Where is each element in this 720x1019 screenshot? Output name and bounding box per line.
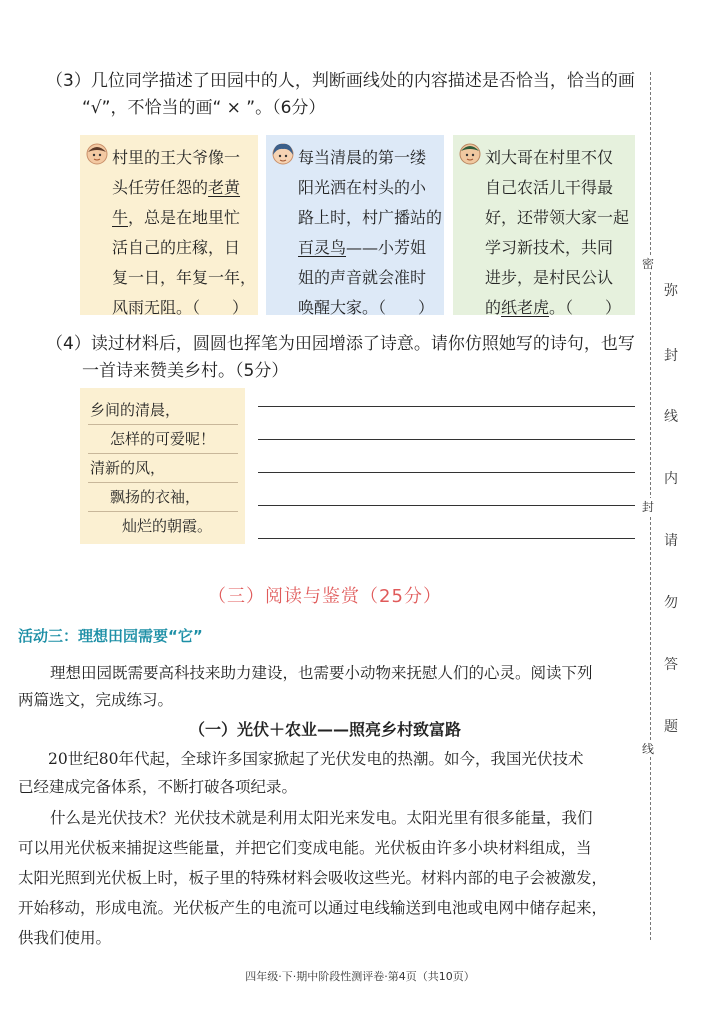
writing-line-2[interactable] <box>258 439 635 440</box>
card2-line3: 路上时，村广播站的 <box>298 208 443 227</box>
card1-line2: 头任劳任怨的老黄 <box>112 178 241 197</box>
underlined-phrase: 牛 <box>112 208 129 227</box>
seal-char: 答 <box>664 657 678 673</box>
card3-line1: 刘大哥在村里不仅 <box>485 148 614 167</box>
seal-char: 内 <box>664 471 678 487</box>
card1-line5: 复一日，年复一年， <box>112 268 257 287</box>
seal-label-small: 密 <box>642 257 655 271</box>
writing-line-1[interactable] <box>258 406 635 407</box>
underlined-phrase: 纸老虎 <box>501 298 550 317</box>
poem-line-3: 清新的风， <box>90 459 166 477</box>
p1-line-1: 20世纪80年代起，全球许多国家掀起了光伏发电的热潮。如今，我国光伏技术 <box>48 750 584 768</box>
page-footer: 四年级·下·期中阶段性测评卷·第4页（共10页） <box>245 970 475 983</box>
seal-char: 线 <box>664 409 678 425</box>
seal-char: 题 <box>664 719 678 735</box>
sample-poem <box>80 388 245 544</box>
section-title: （三）阅读与鉴赏（25分） <box>208 586 442 607</box>
q3-line1: （3）几位同学描述了田园中的人，判断画线处的内容描述是否恰当，恰当的画 <box>46 71 635 91</box>
seal-char: 勿 <box>664 595 678 611</box>
p2-line-1: 什么是光伏技术？光伏技术就是利用太阳光来发电。太阳光里有很多能量，我们 <box>50 809 593 827</box>
seal-label-small: 线 <box>642 742 655 756</box>
writing-line-5[interactable] <box>258 538 635 539</box>
card3-line4: 学习新技术，共同 <box>485 238 614 257</box>
p2-line-5: 供我们使用。 <box>18 929 112 947</box>
card1-answer[interactable]: 风雨无阻。（ ） <box>112 298 249 317</box>
card2-line4: 百灵鸟——小芳姐 <box>298 238 427 257</box>
p2-line-2: 可以用光伏板来捕捉这些能量，并把它们变成电能。光伏板由许多小块材料组成，当 <box>18 839 592 857</box>
writing-line-3[interactable] <box>258 472 635 473</box>
card1-line3: 牛，总是在地里忙 <box>112 208 241 227</box>
girl-avatar-icon <box>272 143 294 165</box>
seal-char: 弥 <box>664 283 678 299</box>
article-title: （一）光伏＋农业——照亮乡村致富路 <box>188 720 461 739</box>
q4-line2: 一首诗来赞美乡村。（5分） <box>82 361 289 381</box>
card3-line2: 自己农活儿干得最 <box>485 178 614 197</box>
writing-line-4[interactable] <box>258 505 635 506</box>
poem-line-2: 怎样的可爱呢！ <box>110 430 216 448</box>
man-avatar-icon <box>459 143 481 165</box>
underlined-phrase: 百灵鸟 <box>298 238 347 257</box>
card1-line1: 村里的王大爷像一 <box>112 148 241 167</box>
intro-line-2: 两篇选文，完成练习。 <box>18 691 174 709</box>
statement-card-1 <box>80 135 258 315</box>
p2-line-3: 太阳光照到光伏板上时，板子里的特殊材料会吸收这些光。材料内部的电子会被激发， <box>18 869 608 887</box>
intro-line-1: 理想田园既需要高科技来助力建设，也需要小动物来抚慰人们的心灵。阅读下列 <box>50 664 593 682</box>
poem-line-1: 乡间的清晨， <box>90 401 181 419</box>
statement-card-3 <box>453 135 635 315</box>
statement-card-2 <box>266 135 444 315</box>
p2-line-4: 开始移动，形成电流。光伏板产生的电流可以通过电线输送到电池或电网中储存起来， <box>18 899 608 917</box>
q3-line2: “√”，不恰当的画“ × ”。（6分） <box>82 98 326 118</box>
underlined-phrase: 老黄 <box>208 178 241 197</box>
seal-label-small: 封 <box>642 500 655 514</box>
card3-answer[interactable]: 的纸老虎。（ ） <box>485 298 622 317</box>
card1-line4: 活自己的庄稼，日 <box>112 238 241 257</box>
card2-line5: 姐的声音就会准时 <box>298 268 427 287</box>
card2-answer[interactable]: 唤醒大家。（ ） <box>298 298 435 317</box>
card2-line1: 每当清晨的第一缕 <box>298 148 427 167</box>
card3-line5: 进步，是村民公认 <box>485 268 614 287</box>
activity-title: 活动三：理想田园需要“它” <box>18 627 203 645</box>
poem-line-5: 灿烂的朝霞。 <box>122 517 213 535</box>
seal-char: 请 <box>664 533 678 549</box>
card3-line3: 好，还带领大家一起 <box>485 208 630 227</box>
poem-line-4: 飘扬的衣袖， <box>110 488 201 506</box>
seal-char: 封 <box>664 348 678 364</box>
boy-avatar-icon <box>86 143 108 165</box>
card2-line2: 阳光洒在村头的小 <box>298 178 427 197</box>
p1-line-2: 已经建成完备体系，不断打破各项纪录。 <box>18 778 298 796</box>
q4-line1: （4）读过材料后，圆圆也挥笔为田园增添了诗意。请你仿照她写的诗句，也写 <box>46 334 635 354</box>
